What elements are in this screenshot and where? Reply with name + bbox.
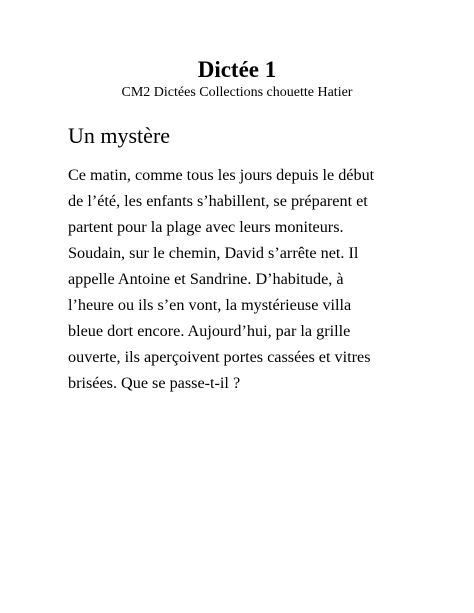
text-line: de l’été, les enfants s’habillent, se préparent et	[68, 192, 368, 210]
text-line: Soudain, sur le chemin, David s’arrête net. Il	[68, 244, 359, 262]
text-line: bleue dort encore. Aujourd’hui, par la grille	[68, 322, 351, 340]
text-line: Ce matin, comme tous les jours depuis le début	[68, 166, 375, 184]
text-line: l’heure ou ils s’en vont, la mystérieuse villa	[68, 296, 352, 314]
document-subtitle: CM2 Dictées Collections chouette Hatier	[121, 85, 353, 100]
document-title: Dictée 1	[197, 57, 277, 82]
text-line: brisées. Que se passe-t-il ?	[68, 374, 241, 392]
text-line: appelle Antoine et Sandrine. D’habitude, à	[68, 270, 344, 288]
text-line: partent pour la plage avec leurs moniteurs.	[68, 218, 344, 236]
dictation-text	[68, 162, 398, 396]
section-heading: Un mystère	[68, 123, 171, 148]
text-line: ouverte, ils aperçoivent portes cassées et vitres	[68, 348, 371, 366]
